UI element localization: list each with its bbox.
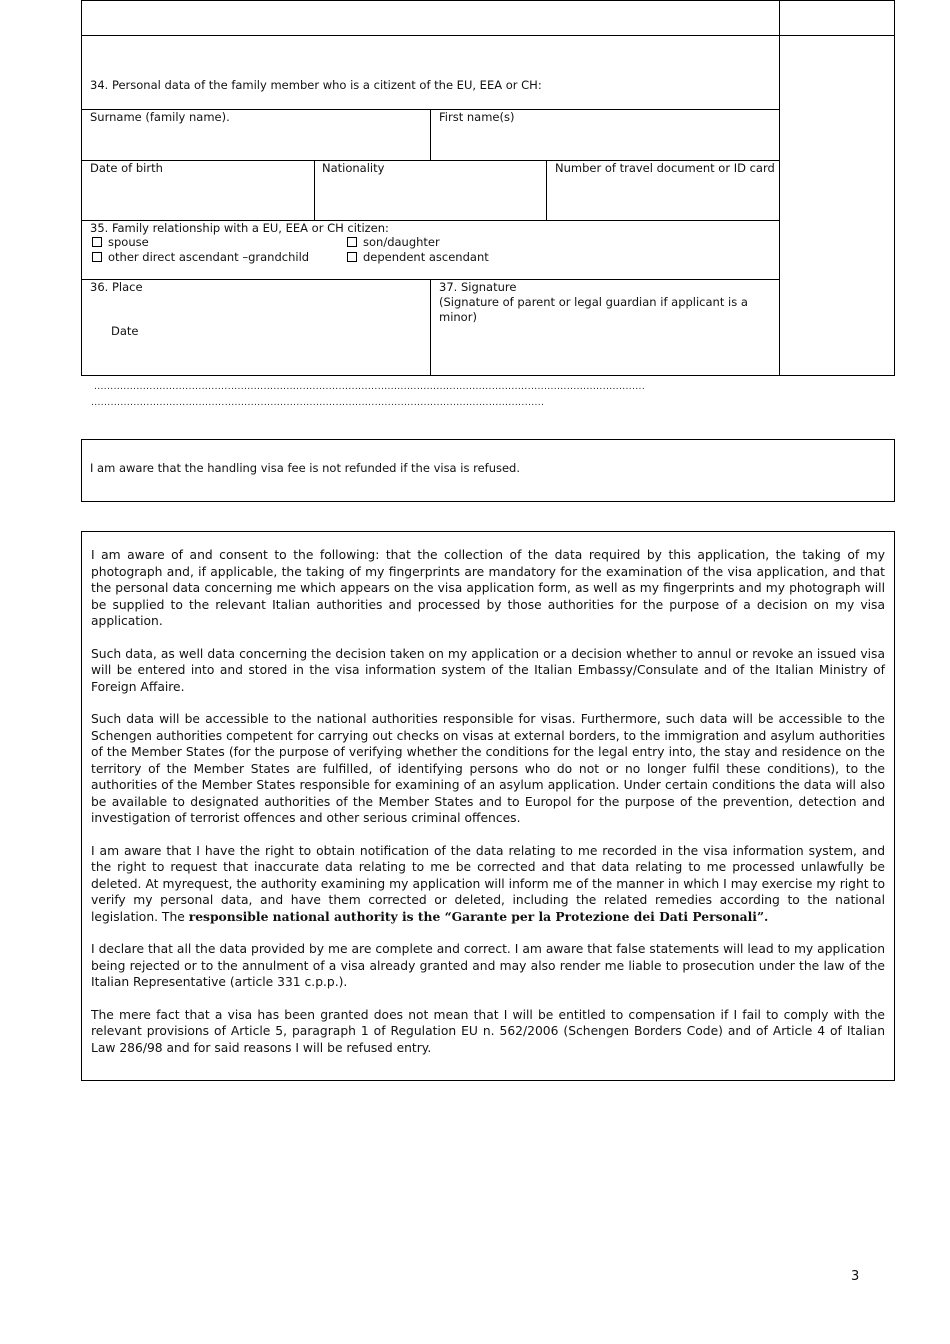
page-number: 3 [851, 1269, 860, 1284]
fee-notice-text: I am aware that the handling visa fee is not refunded if the visa is refused. [90, 461, 521, 475]
right-column-divider [779, 0, 780, 376]
option-label: other direct ascendant –grandchild [108, 250, 310, 264]
option-spouse[interactable] [92, 235, 149, 250]
consent-box [81, 531, 895, 1081]
option-label: son/daughter [363, 235, 440, 249]
consent-paragraph-4 [91, 843, 885, 926]
form-table [81, 0, 895, 376]
checkbox-icon [347, 252, 357, 262]
checkbox-icon [347, 237, 357, 247]
option-son-daughter[interactable] [347, 235, 440, 250]
surname-field[interactable]: Surname (family name). [90, 110, 230, 124]
col-divider-name [430, 109, 431, 160]
nationality-field[interactable]: Nationality [322, 161, 385, 175]
consent-paragraph-4-text: I am aware that I have the right to obtain notification of the data relating to me recorded in the visa information system, and the right to request that inaccurate data relating to me be corrected and that data relating to me processed unlawfully be deleted. At myrequest, the authority examining my application will inform me of the manner in which I may exercise my right to verify my personal data, and have them corrected or deleted, including the related remedies according to the national legislation. The [91, 843, 885, 924]
top-row-divider [81, 35, 895, 36]
checkbox-icon [92, 237, 102, 247]
place-field[interactable]: 36. Place [90, 280, 143, 294]
travel-document-field[interactable]: Number of travel document or ID card [555, 161, 775, 175]
date-field[interactable]: Date [111, 324, 139, 338]
col-divider-dob [314, 160, 315, 220]
consent-paragraph-1: I am aware of and consent to the following: that the collection of the data required by this application, the taking of my photograph and, if applicable, the taking of my fingerprints are mandatory for the examination of the visa application, and that the personal data concerning me which appears on the visa application form, as well as my fingerprints and my photograph will be supplied to the relevant Italian authorities and processed by those authorities for the purpose of a decision on my visa application. [91, 548, 885, 628]
section-34-heading: 34. Personal data of the family member who is a citizent of the EU, EEA or CH: [90, 78, 542, 92]
signature-note-line2: minor) [439, 310, 477, 324]
option-label: dependent ascendant [363, 250, 489, 264]
option-dependent-ascendant[interactable] [347, 250, 489, 265]
section-35-heading: 35. Family relationship with a EU, EEA or CH citizen: [90, 221, 389, 235]
dotted-line-1: ......................................................................................................................................................................... [94, 382, 646, 392]
consent-paragraph-2: Such data, as well data concerning the decision taken on my application or a decision whether to annul or revoke an issued visa will be entered into and stored in the visa information system of the Italian Embassy/Consulate and of the Italian Ministry of Foreign Affaire. [91, 646, 885, 694]
signature-field[interactable]: 37. Signature [439, 280, 517, 294]
signature-note-line1: (Signature of parent or legal guardian if applicant is a [439, 295, 748, 309]
consent-paragraph-3: Such data will be accessible to the national authorities responsible for visas. Furthermore, such data will be accessible to the Schengen authorities competent for carrying out checks on visas at external borders, to the immigration and asylum authorities of the Member States (for the purpose of verifying whether the conditions for the legal entry into, the stay and residence on the territory of the Member States are fulfilled, of identifying persons who do not or no longer fulfil these conditions), to the authorities of the Member States responsible for examining of an asylum application. Under certain conditions the data will also be available to designated authorities of the Member States and to Europol for the purpose of the prevention, detection and investigation of terrorist offences and other serious criminal offences. [91, 712, 885, 825]
col-divider-signature [430, 279, 431, 376]
consent-paragraph-5: I declare that all the data provided by me are complete and correct. I am aware that false statements will lead to my application being rejected or to the annulment of a visa already granted and may also render me liable to prosecution under the law of the Italian Representative (article 331 c.p.p.). [91, 942, 885, 989]
option-other-ascendant[interactable] [92, 250, 309, 265]
firstname-field[interactable]: First name(s) [439, 110, 515, 124]
consent-paragraph-6: The mere fact that a visa has been granted does not mean that I will be entitled to compensation if I fail to comply with the relevant provisions of Article 5, paragraph 1 of Regulation EU n. 562/2006 (Schengen Borders Code) and of Article 4 of Italian Law 286/98 and for said reasons I will be refused entry. [91, 1007, 885, 1055]
checkbox-icon [92, 252, 102, 262]
responsible-authority: responsible national authority is the “Garante per la Protezione dei Dati Personali”. [188, 908, 769, 924]
dob-field[interactable]: Date of birth [90, 161, 163, 175]
col-divider-nationality [546, 160, 547, 220]
option-label: spouse [108, 235, 149, 249]
dotted-line-2: ........................................................................................................................................... [91, 398, 545, 408]
